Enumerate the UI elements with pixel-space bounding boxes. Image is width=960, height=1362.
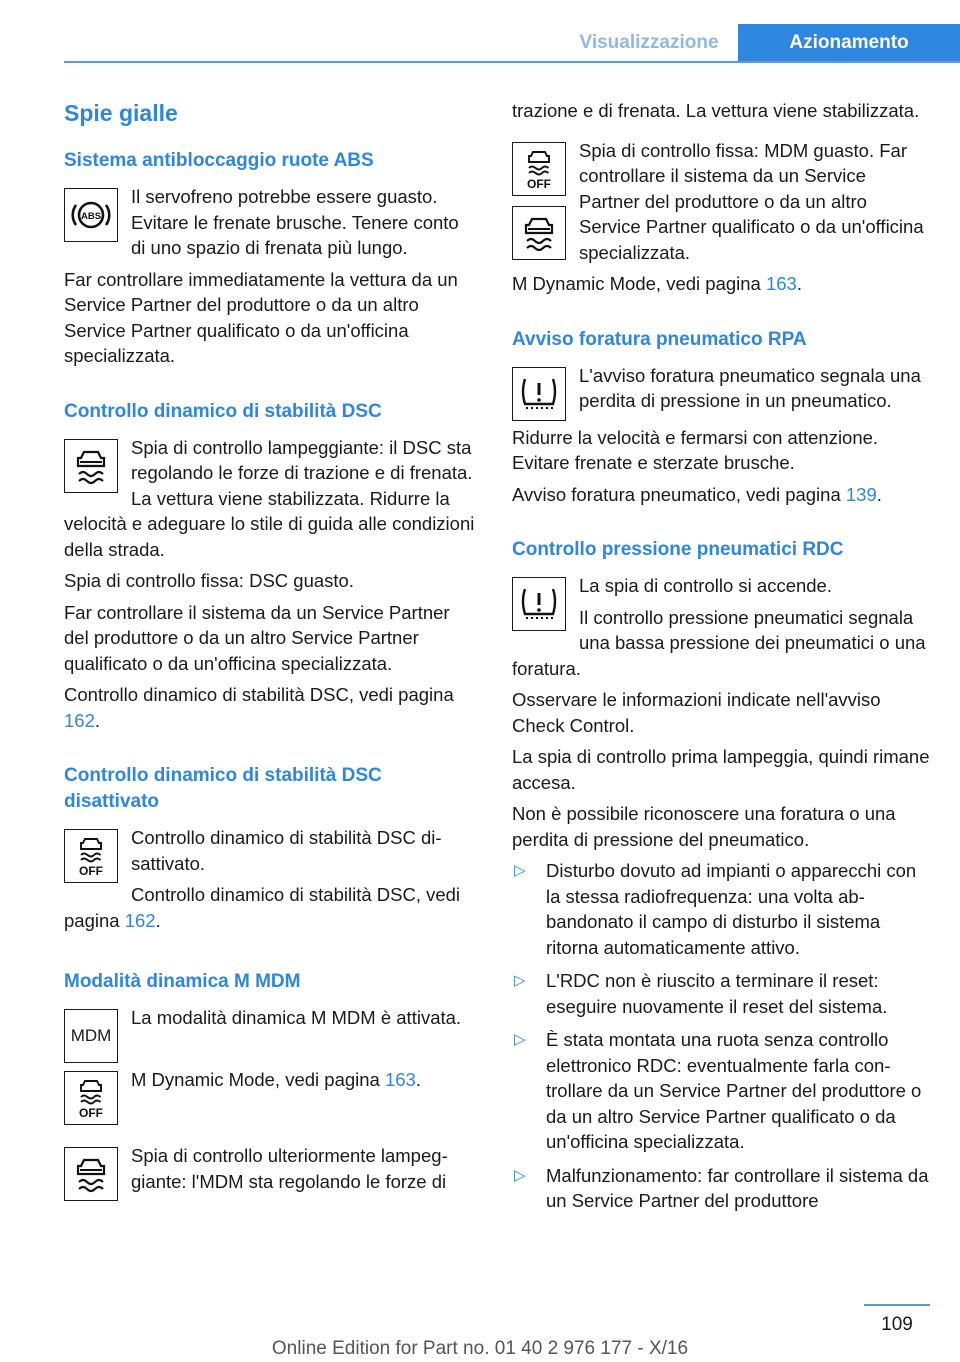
- mdm-fault-skid-icon: [512, 206, 566, 260]
- svg-text:ABS: ABS: [80, 211, 102, 222]
- rdc-cause-list: [512, 858, 930, 1214]
- triangle-bullet-icon: ▷: [514, 972, 526, 989]
- page-number: 109: [881, 1314, 913, 1335]
- rpa-text-2: Ridurre la velocità e fermarsi con attenzione. Evitare frenate e sterzate brusche.: [512, 426, 879, 473]
- dsc-block: [64, 435, 478, 569]
- continued-text: trazione e di frenata. La vettura viene stabilizzata.: [512, 100, 920, 121]
- heading-abs: Sistema antibloccaggio ruote ABS: [64, 150, 374, 171]
- link-page-163-b[interactable]: 163: [765, 273, 797, 294]
- link-page-162[interactable]: 162: [64, 709, 95, 731]
- abs-warning-icon: [64, 188, 118, 242]
- mdm-icon: MDM: [64, 1009, 118, 1063]
- rpa-block: [512, 363, 930, 425]
- heading-dsc: Controllo dinamico di stabilità DSC: [64, 400, 382, 422]
- header-tab-azionamento[interactable]: Azionamento: [738, 24, 960, 61]
- link-page-162-b[interactable]: 162: [124, 909, 156, 931]
- triangle-bullet-icon: ▷: [514, 862, 526, 879]
- tire-pressure-warning-icon: [512, 367, 566, 421]
- dsc-text-2: Spia di controllo fissa: DSC guasto.: [64, 570, 354, 591]
- rdc-block: [512, 573, 930, 687]
- mdm-text-2: M Dynamic Mode, vedi pagina 163.: [131, 1069, 421, 1090]
- heading-mdm: Modalità dinamica M MDM: [64, 971, 301, 992]
- mdm-block-2: [64, 1067, 478, 1129]
- mdm-block-3: [64, 1143, 478, 1205]
- svg-text:OFF: OFF: [527, 176, 551, 191]
- rpa-text-1: L'avviso foratura pneumatico segnala una perdita di pressione in un pneumatico.: [579, 364, 921, 411]
- dsc-off-block: [64, 825, 478, 939]
- rdc-text-4: La spia di controllo prima lampeggia, quindi rimane accesa.: [512, 746, 930, 793]
- mdm-block: [64, 1005, 478, 1067]
- rdc-text-5: Non è possibile riconoscere una foratura o una perdita di pressione del pneumatico.: [512, 803, 896, 850]
- svg-text:OFF: OFF: [79, 1106, 103, 1120]
- dsc-text-4: Controllo dinamico di stabilità DSC, vedi pagina 162.: [64, 684, 454, 731]
- section-title: Spie gialle: [64, 100, 178, 126]
- mdm-fault-block: [512, 138, 930, 272]
- left-column: [64, 98, 478, 1205]
- heading-rpa: Avviso foratura pneumatico RPA: [512, 328, 807, 350]
- list-item: ▷ L'RDC non è riuscito a terminare il reset: eseguire nuovamente il reset del sistema.: [514, 970, 888, 1017]
- rdc-text-2: Il controllo pressione pneumatici segnala una bassa pressione dei pneumatici o una foratura.: [512, 606, 926, 679]
- rdc-text-1: La spia di controllo si accende.: [579, 575, 832, 596]
- heading-rdc: Controllo pressione pneumatici RDC: [512, 539, 844, 560]
- dsc-text-3: Far controllare il sistema da un Service Partner del produttore o da un altro Service Partner qualificato o da un'officina specializzata.: [64, 601, 450, 674]
- abs-text-2: Far controllare immediatamente la vettura da un Service Partner del produttore o da un altro Service Partner qualificato o da un'officina specializzata.: [64, 268, 458, 366]
- triangle-bullet-icon: ▷: [514, 1031, 526, 1048]
- rdc-text-3: Osservare le informazioni indicate nell'avviso Check Control.: [512, 689, 881, 736]
- mdm-text-1: La modalità dinamica M MDM è attivata.: [131, 1007, 462, 1028]
- dsc-off-text-1: Controllo dinamico di stabilità DSC disattivato.: [131, 827, 442, 874]
- tire-pressure-monitor-icon: [512, 577, 566, 631]
- triangle-bullet-icon: ▷: [514, 1166, 526, 1184]
- mdm-fault-icons: [512, 138, 566, 260]
- right-column: [512, 98, 930, 1222]
- rpa-text-3: Avviso foratura pneumatico, vedi pagina 139.: [512, 483, 882, 505]
- abs-text-1: Il servofreno potrebbe essere guasto. Evitare le frenate brusche. Tenere conto di uno spazio di frenata più lungo.: [131, 186, 459, 258]
- link-page-139[interactable]: 139: [845, 483, 877, 505]
- mdm-car-skid-icon: [64, 1147, 118, 1201]
- mdm-dsc-off-icon: [64, 1071, 118, 1125]
- dsc-off-text-2: Controllo dinamico di stabilità DSC, vedi pagina 162.: [64, 884, 461, 931]
- list-item: ▷ È stata montata una ruota senza controllo elettronico RDC: eventualmente farla controllare da un Service Partner del produttore o da un altro Service Partner qualificato o da un'officina specializzata.: [514, 1029, 922, 1152]
- footer-edition: Online Edition for Part no. 01 40 2 976 177 - X/16: [271, 1338, 689, 1359]
- svg-text:OFF: OFF: [79, 864, 103, 878]
- list-item: ▷ Disturbo dovuto ad impianti o apparecchi con la stessa radiofrequenza: una volta abbandonato il campo di disturbo il sistema ritorna automaticamente attivo.: [514, 860, 917, 958]
- list-item: ▷ Malfunzionamento: far controllare il sistema da un Service Partner del produttore: [514, 1164, 929, 1211]
- header-rule: [64, 61, 960, 63]
- header-tab-visualizzazione[interactable]: Visualizzazione: [579, 32, 719, 53]
- abs-block: [64, 184, 478, 267]
- dsc-car-skid-icon: [64, 439, 118, 493]
- page-number-rule: [864, 1304, 930, 1306]
- mdm-fault-text: Spia di controllo fissa: MDM guasto. Far controllare il sistema da un Service Partner del produttore o da un altro Service Partner qualificato o da un'officina specializzata.: [579, 139, 924, 263]
- mdm-ref-text: M Dynamic Mode, vedi pagina 163.: [512, 273, 802, 294]
- mdm-fault-off-icon: [512, 142, 566, 196]
- mdm-text-3: Spia di controllo ulteriormente lampeggiante: l'MDM sta regolando le forze di: [131, 1145, 448, 1192]
- link-page-163[interactable]: 163: [384, 1069, 416, 1090]
- dsc-text-1: Spia di controllo lampeggiante: il DSC sta regolando le forze di trazione e di frenata. La vettura viene stabilizzata. Ridurre la velocità e adeguare lo stile di guida alle condizioni della strada.: [64, 436, 475, 560]
- heading-dsc-off: Controllo dinamico di stabilità DSC disattivato: [64, 765, 382, 812]
- dsc-off-icon: [64, 829, 118, 883]
